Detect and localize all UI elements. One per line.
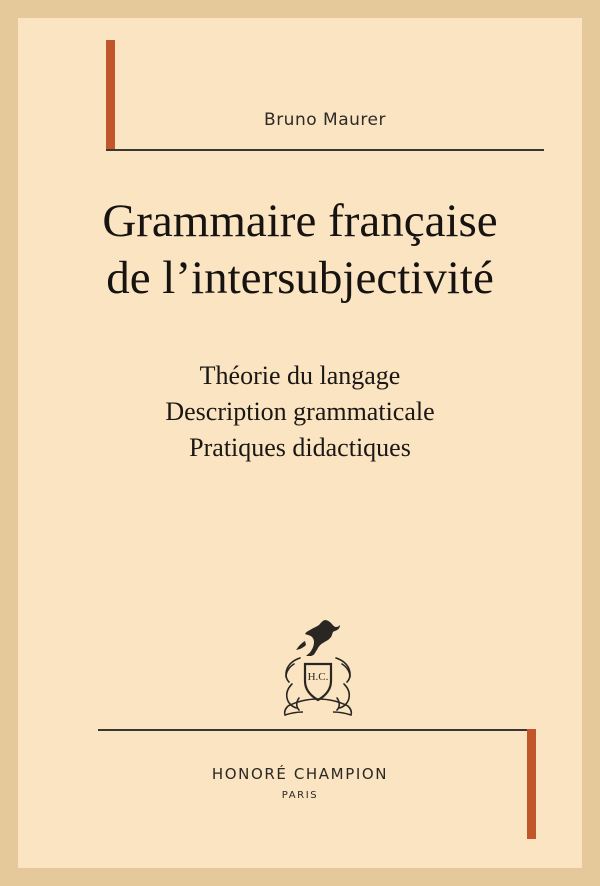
- cover-page-area: [18, 18, 582, 868]
- subtitle-line-3: Pratiques didactiques: [189, 432, 411, 462]
- subtitle-line-2: Description grammaticale: [165, 396, 435, 426]
- publisher-city: PARIS: [281, 790, 319, 801]
- svg-text:H.C.: H.C.: [307, 671, 329, 683]
- top-horizontal-rule: [106, 149, 544, 151]
- book-title: [58, 193, 542, 308]
- author-name: Bruno Maurer: [264, 110, 386, 130]
- book-title-line-2: de l’intersubjectivité: [106, 252, 494, 305]
- subtitle-line-1: Théorie du langage: [199, 361, 401, 390]
- book-subtitle: [58, 358, 542, 466]
- bottom-horizontal-rule: [98, 729, 536, 731]
- publisher-crest-icon: [264, 614, 372, 718]
- book-title-line-1: Grammaire française: [102, 195, 498, 247]
- bottom-accent-vertical-rule: [527, 729, 536, 839]
- top-accent-vertical-rule: [106, 40, 115, 150]
- publisher-name: HONORÉ CHAMPION: [211, 765, 389, 783]
